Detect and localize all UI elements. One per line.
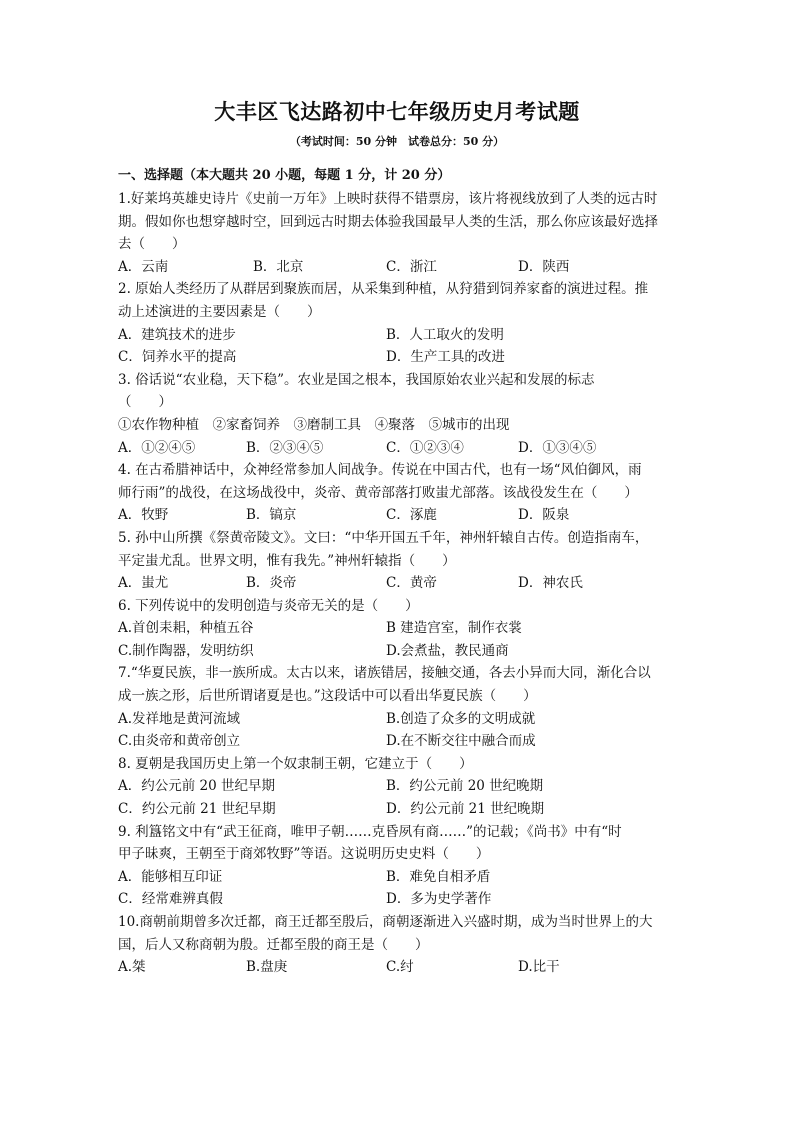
option-a: A．蚩尤 [118,575,169,592]
question-7 [118,662,696,752]
option-c: C．饲养水平的提高 [118,349,237,366]
option-a: A.发祥地是黄河流域 [118,710,241,727]
question-text-line: 甲子昧爽，王朝至于商郊牧野”等语。这说明历史史料（ ） [118,846,490,863]
question-2 [118,278,696,368]
section-heading: 一、选择题（本大题共 20 小题，每题 1 分，计 20 分） [118,168,451,183]
option-a: A．建筑技术的进步 [118,326,236,343]
option-c: C．经常难辨真假 [118,891,223,908]
question-text-line: 4. 在古希腊神话中，众神经常参加人间战争。传说在中国古代，也有一场“风伯御风，雨 [118,462,642,479]
option-d: D．约公元前 21 世纪晚期 [386,801,545,818]
option-c: C．约公元前 21 世纪早期 [118,801,276,818]
option-b: B.盘庚 [246,959,288,976]
option-b: B.创造了众多的文明成就 [386,710,536,727]
option-c: C.制作陶器，发明纺织 [118,642,254,659]
question-text-line: 动上述演进的主要因素是（ ） [118,303,321,320]
option-c: C.由炎帝和黄帝创立 [118,733,241,750]
question-text-line: 8. 夏朝是我国历史上第一个奴隶制王朝，它建立于（ ） [118,755,473,772]
question-6 [118,595,696,663]
option-a: A．约公元前 20 世纪早期 [118,778,276,795]
question-text-line: 3. 俗话说“农业稳，天下稳”。农业是国之根本，我国原始农业兴起和发展的标志 [118,371,595,388]
question-text-line: （ ） [118,394,172,411]
option-b: B．约公元前 20 世纪晚期 [386,778,544,795]
question-4 [118,459,696,527]
option-a: A．牧野 [118,507,169,524]
question-10 [118,911,696,979]
question-text-line: 期。假如你也想穿越时空，回到远古时期去体验我国最早人类的生活，那么你应该最好选择 [118,213,658,230]
question-8 [118,753,696,821]
option-d: D．①③④⑤ [518,439,597,456]
options-row [118,437,696,460]
question-text-line: 10.商朝前期曾多次迁都，商王迁都至殷后，商朝逐渐进入兴盛时期，成为当时世界上的大 [118,914,653,930]
options-row [118,572,696,595]
question-3 [118,369,696,459]
option-c: C．黄帝 [386,575,437,592]
option-b: B．难免自相矛盾 [386,868,491,885]
options-row [118,346,696,369]
question-text-line: 2. 原始人类经历了从群居到聚族而居，从采集到种植，从狩猎到饲养家畜的演进过程。推 [118,281,649,298]
question-text-line: 国，后人又称商朝为殷。迁都至殷的商王是（ ） [118,936,429,953]
option-d: D．阪泉 [518,507,570,524]
question-9 [118,821,696,911]
options-row [118,708,696,731]
options-row [118,640,696,663]
option-c: C.纣 [386,959,414,976]
options-row [118,617,696,640]
options-row [118,730,696,753]
question-text-line: 6. 下列传说中的发明创造与炎帝无关的是（ ） [118,597,419,614]
option-b: B．北京 [253,258,304,275]
option-c: C．涿鹿 [386,507,437,524]
options-row [118,956,696,979]
options-row [118,324,696,347]
question-text-line: 平定蚩尤乱。世界文明，惟有我先。”神州轩辕指（ ） [118,552,456,569]
option-d: D．陕西 [518,258,570,275]
option-d: D．多为史学著作 [386,891,492,908]
exam-title: 大丰区飞达路初中七年级历史月考试题 [214,99,580,124]
option-a: A．云南 [118,258,169,275]
option-a: A.桀 [118,959,146,976]
question-text-line: ①农作物种植 ②家畜饲养 ③磨制工具 ④聚落 ⑤城市的出现 [118,416,510,433]
exam-body [118,164,696,979]
option-b: B．镐京 [246,507,297,524]
options-row [118,256,696,279]
options-row [118,888,696,911]
question-text-line: 5. 孙中山所撰《祭黄帝陵文》。文曰：“中华开国五千年，神州轩辕自古传。创造指南车， [118,529,649,546]
option-d: D．神农氏 [518,575,583,592]
question-text-line: 1.好莱坞英雄史诗片《史前一万年》上映时获得不错票房，该片将视线放到了人类的远古时 [118,191,658,207]
question-5 [118,527,696,595]
question-1 [118,188,696,278]
option-c: C．①②③④ [386,439,464,456]
option-a: A．①②④⑤ [118,439,196,456]
question-text-line: 9. 利簋铭文中有“武王征商，唯甲子朝……克昏夙有商……”的记载；《尚书》中有“时 [118,823,622,840]
option-b: B．人工取火的发明 [386,326,504,343]
option-d: D.比干 [518,959,560,976]
question-text-line: 7.“华夏民族，非一族所成。太古以来，诸族错居，接触交通，各去小异而大同，渐化合以 [118,665,651,682]
exam-subtitle: （考试时间：50 分钟 试卷总分：50 分） [289,135,505,148]
options-row [118,798,696,821]
options-row [118,504,696,527]
option-b: B 建造宫室，制作衣裳 [386,620,522,637]
option-a: A.首创耒耜，种植五谷 [118,620,254,637]
option-d: D．生产工具的改进 [386,349,505,366]
option-b: B．炎帝 [246,575,297,592]
option-d: D.会煮盐，教民通商 [386,642,509,659]
option-c: C．浙江 [386,258,437,275]
option-b: B．②③④⑤ [246,439,324,456]
question-text-line: 师行雨”的战役，在这场战役中，炎帝、黄帝部落打败蚩尤部落。该战役发生在（ ） [118,484,638,501]
question-text-line: 去（ ） [118,236,186,253]
options-row [118,866,696,889]
question-text-line: 成一族之形，后世所谓诸夏是也。”这段话中可以看出华夏民族（ ） [118,688,537,705]
option-a: A．能够相互印证 [118,868,223,885]
option-d: D.在不断交往中融合而成 [386,733,536,750]
options-row [118,775,696,798]
